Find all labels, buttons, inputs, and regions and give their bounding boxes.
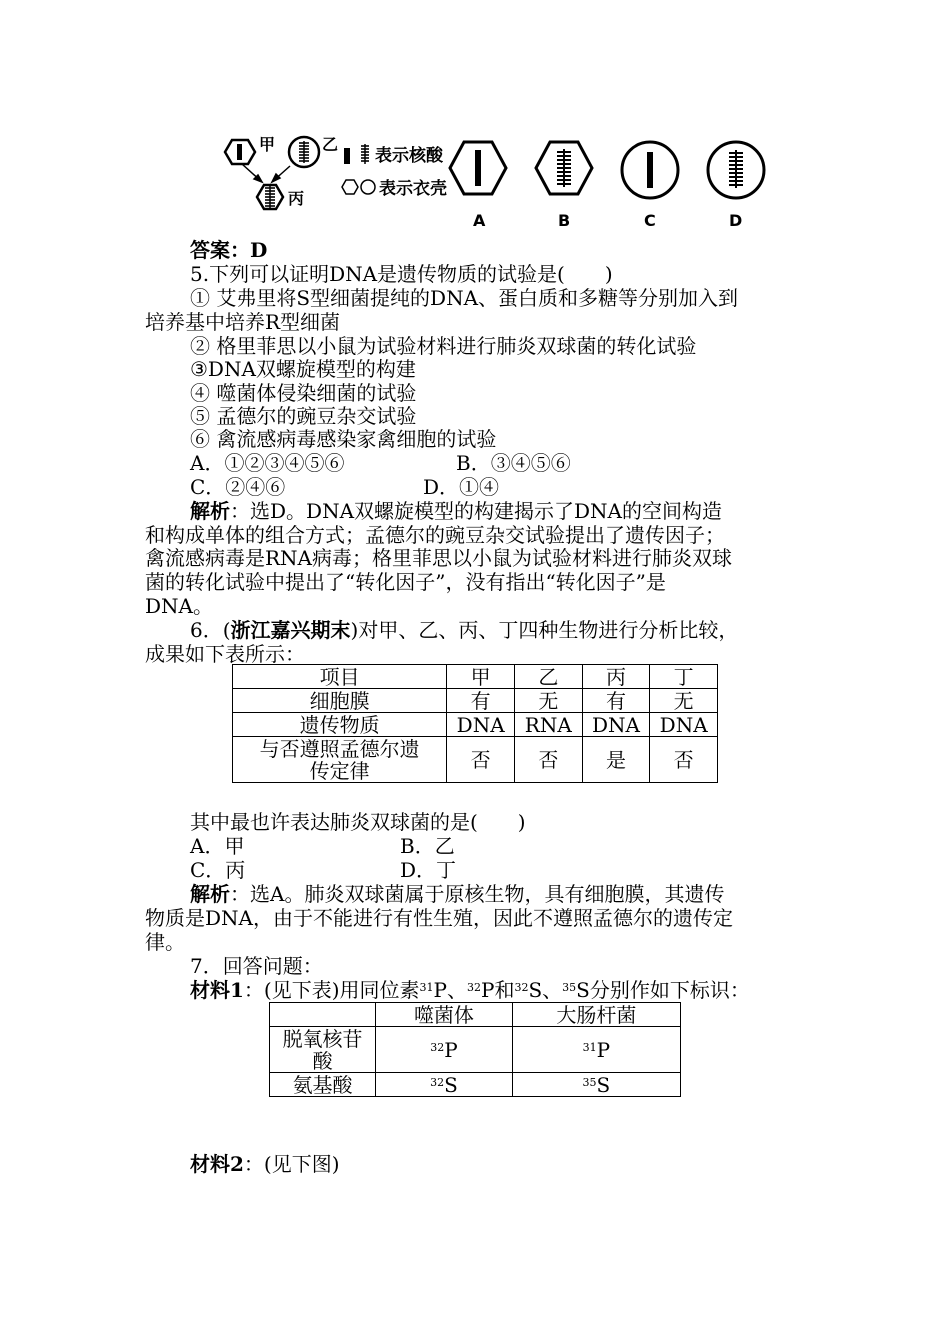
isotope-element: P xyxy=(481,978,495,1002)
q6-stem-text: )对甲、乙、丙、丁四种生物进行分析比较， xyxy=(350,618,739,642)
q7-header-ecoli: 大肠杆菌 xyxy=(512,1003,680,1027)
q7-cell-phage xyxy=(376,1027,513,1073)
q6-cell: 有 xyxy=(447,689,515,713)
q5-stem: 5.下列可以证明DNA是遗传物质的试验是( ) xyxy=(190,262,613,286)
q6-cell: DNA xyxy=(447,713,515,737)
isotope-mass: 35 xyxy=(582,1075,597,1089)
isotope-element: P xyxy=(444,1037,458,1062)
q7-material-2 xyxy=(190,1152,340,1176)
q7-cell-ecoli xyxy=(512,1027,680,1073)
q7-header-phage: 噬菌体 xyxy=(376,1003,513,1027)
q7-row-label: 脱氧核苷酸 xyxy=(270,1027,376,1073)
q6-cell: 无 xyxy=(514,689,582,713)
q6-number: 6．( xyxy=(190,618,231,642)
legend-capsid xyxy=(342,178,447,199)
isotope-mass: 32 xyxy=(467,981,481,994)
q7-row-label: 氨基酸 xyxy=(270,1073,376,1097)
option-d-virus xyxy=(708,142,764,230)
q5-option-b: B．③④⑤⑥ xyxy=(456,451,571,475)
material-2-text: ：(见下图) xyxy=(243,1152,340,1176)
table-row xyxy=(233,689,718,713)
q6-cell: DNA xyxy=(650,713,718,737)
label-bing: 丙 xyxy=(288,189,305,208)
isotope-element: S xyxy=(576,978,590,1002)
q6-option-b: B．乙 xyxy=(400,834,455,858)
q7-table xyxy=(269,1002,681,1097)
q6-table xyxy=(232,664,718,783)
q5-item-5: ⑤ 孟德尔的豌豆杂交试验 xyxy=(190,404,417,428)
material-1-text: ：(见下表)用同位素 xyxy=(243,978,420,1002)
isotope-element: S xyxy=(444,1072,458,1097)
q5-analysis-line-2: 和构成单体的组合方式；孟德尔的豌豆杂交试验提出了遗传因子； xyxy=(145,523,725,547)
option-b-virus xyxy=(536,142,592,230)
material-1-label: 材料1 xyxy=(190,978,244,1002)
isotope-element: S xyxy=(596,1072,611,1097)
q6-cell: DNA xyxy=(582,713,650,737)
virus-figure xyxy=(220,128,780,230)
q7-cell-phage xyxy=(376,1073,513,1097)
isotope-element: P xyxy=(433,978,447,1002)
q5-option-c: C．②④⑥ xyxy=(190,475,286,499)
label-yi: 乙 xyxy=(322,135,339,154)
q6-cell: 有 xyxy=(582,689,650,713)
q5-item-2: ② 格里菲思以小鼠为试验材料进行肺炎双球菌的转化试验 xyxy=(190,334,697,358)
q7-material-1 xyxy=(190,978,750,1002)
q6-row-label: 遗传物质 xyxy=(233,713,447,737)
option-a-virus xyxy=(450,142,506,230)
material-2-label: 材料2 xyxy=(190,1152,244,1176)
arrows xyxy=(242,164,290,182)
q6-analysis-line-2: 物质是DNA，由于不能进行有性生殖，因此不遵照孟德尔的遗传定 xyxy=(145,906,733,930)
q5-item-1-cont: 培养基中培养R型细菌 xyxy=(145,310,341,334)
capsid-label: 表示衣壳 xyxy=(379,179,447,199)
q6-header-bing: 丙 xyxy=(582,665,650,689)
legend-jia xyxy=(225,135,275,164)
q6-header-ding: 丁 xyxy=(650,665,718,689)
isotope-element: S xyxy=(528,978,543,1002)
q6-question: 其中最也许表达肺炎双球菌的是( ) xyxy=(190,810,526,834)
q6-option-c: C．丙 xyxy=(190,858,246,882)
q5-analysis-text: ：选D。DNA双螺旋模型的构建揭示了DNA的空间构造 xyxy=(230,499,722,523)
legend-nucleic-acid xyxy=(344,144,444,166)
q5-analysis-line-4: 菌的转化试验中提出了“转化因子”，没有指出“转化因子”是 xyxy=(145,570,666,594)
q6-stem xyxy=(190,618,738,642)
isotope-mass: 31 xyxy=(582,1040,597,1054)
option-c-letter: C xyxy=(644,211,656,230)
q5-option-a: A．①②③④⑤⑥ xyxy=(190,451,345,475)
isotope-mass: 35 xyxy=(562,981,577,994)
table-row xyxy=(233,737,718,783)
q5-analysis-line-5: DNA。 xyxy=(145,594,213,618)
table-row xyxy=(270,1027,681,1073)
isotope-mass: 31 xyxy=(419,981,434,994)
table-row xyxy=(233,713,718,737)
q6-cell: 否 xyxy=(514,737,582,783)
isotope-mass: 32 xyxy=(430,1075,445,1089)
q6-source: 浙江嘉兴期末 xyxy=(230,618,351,642)
q6-analysis-label: 解析 xyxy=(190,882,230,906)
q5-option-d: D．①④ xyxy=(423,475,500,499)
q6-row-label: 与否遵照孟德尔遗传定律 xyxy=(233,737,447,783)
isotope-element: P xyxy=(596,1037,611,1062)
q6-cell: 无 xyxy=(650,689,718,713)
option-c-virus xyxy=(622,142,678,230)
nucleic-acid-label: 表示核酸 xyxy=(375,146,443,166)
q5-item-6: ⑥ 禽流感病毒感染家禽细胞的试验 xyxy=(190,427,497,451)
q6-cell: 否 xyxy=(447,737,515,783)
q6-option-d: D．丁 xyxy=(400,858,457,882)
legend-bing xyxy=(257,185,304,209)
q5-analysis-label: 解析 xyxy=(190,499,230,523)
q6-stem-2: 成果如下表所示： xyxy=(145,642,305,666)
q5-item-3: ③DNA双螺旋模型的构建 xyxy=(190,357,416,381)
q5-analysis-line-3: 禽流感病毒是RNA病毒；格里菲思以小鼠为试验材料进行肺炎双球 xyxy=(145,546,733,570)
table-row xyxy=(270,1073,681,1097)
isotope-mass: 32 xyxy=(430,1040,445,1054)
option-a-letter: A xyxy=(473,211,486,230)
q6-row-label: 细胞膜 xyxy=(233,689,447,713)
q6-cell: 否 xyxy=(650,737,718,783)
q6-header-item: 项目 xyxy=(233,665,447,689)
q6-option-a: A．甲 xyxy=(190,834,245,858)
q6-cell: 是 xyxy=(582,737,650,783)
option-b-letter: B xyxy=(558,211,571,230)
q5-item-1: ① 艾弗里将S型细菌提纯的DNA、蛋白质和多糖等分别加入到 xyxy=(190,286,739,310)
q6-analysis-text: ：选A。肺炎双球菌属于原核生物，具有细胞膜，其遗传 xyxy=(230,882,725,906)
q4-answer: 答案：D xyxy=(190,238,268,262)
q6-cell: RNA xyxy=(514,713,582,737)
q6-header-jia: 甲 xyxy=(447,665,515,689)
q7-header-blank xyxy=(270,1003,376,1027)
q7-cell-ecoli xyxy=(512,1073,680,1097)
q6-analysis-line-1 xyxy=(190,882,724,906)
isotope-mass: 32 xyxy=(514,981,529,994)
q6-header-yi: 乙 xyxy=(514,665,582,689)
conjunction: 和 xyxy=(494,978,515,1002)
q5-item-4: ④ 噬菌体侵染细菌的试验 xyxy=(190,381,417,405)
material-1-text-end: 分别作如下标识： xyxy=(589,978,750,1002)
separator: 、 xyxy=(542,978,563,1002)
option-d-letter: D xyxy=(729,211,743,230)
separator: 、 xyxy=(447,978,467,1002)
q7-stem: 7．回答问题： xyxy=(190,954,323,978)
label-jia: 甲 xyxy=(259,135,276,154)
legend-yi xyxy=(289,135,338,167)
q5-analysis-line-1 xyxy=(190,499,722,523)
q6-analysis-line-3: 律。 xyxy=(145,930,185,954)
